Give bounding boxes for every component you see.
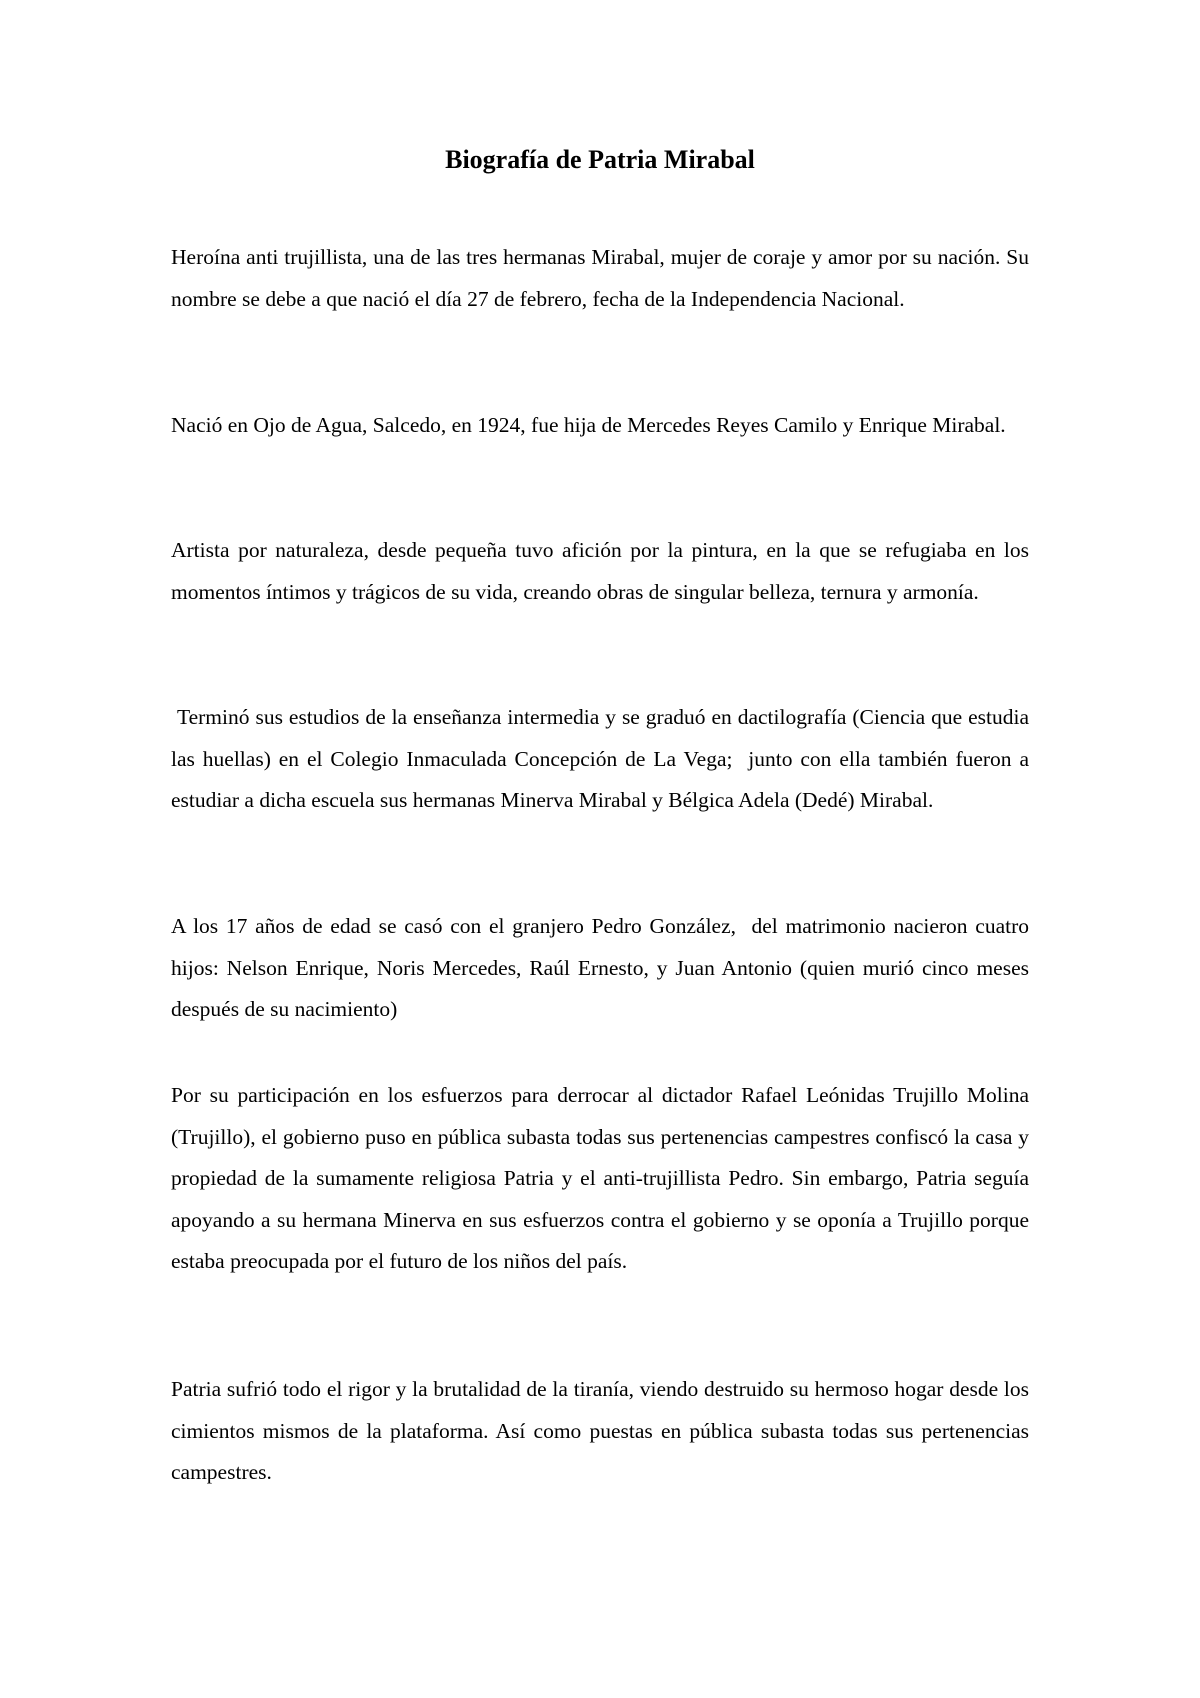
paragraph-intro: Heroína anti trujillista, una de las tres hermanas Mirabal, mujer de coraje y amor por su nación. Su nombre se debe a que nació el día 27 de febrero, fecha de la Independencia Nacional. [171,245,1029,311]
document-title: Biografía de Patria Mirabal [445,145,755,174]
paragraph-birth: Nació en Ojo de Agua, Salcedo, en 1924, fue hija de Mercedes Reyes Camilo y Enrique Mirabal. [171,413,1006,437]
paragraph-education: Terminó sus estudios de la enseñanza intermedia y se graduó en dactilografía (Ciencia que estudia las huellas) en el Colegio Inmaculada Concepción de La Vega; junto con ella también fueron a estudiar a dicha escuela sus hermanas Minerva Mirabal y Bélgica Adela (Dedé) Mirabal. [171,705,1035,812]
paragraph-artist: Artista por naturaleza, desde pequeña tuvo afición por la pintura, en la que se refugiaba en los momentos íntimos y trágicos de su vida, creando obras de singular belleza, ternura y armonía. [171,538,1029,604]
paragraph-tyranny: Patria sufrió todo el rigor y la brutalidad de la tiranía, viendo destruido su hermoso hogar desde los cimientos mismos de la plataforma. Así como puestas en pública subasta todas sus pertenencias campestres. [171,1377,1029,1484]
paragraph-marriage: A los 17 años de edad se casó con el granjero Pedro González, del matrimonio nacieron cuatro hijos: Nelson Enrique, Noris Mercedes, Raúl Ernesto, y Juan Antonio (quien murió cinco meses después de su nacimiento) [171,914,1035,1021]
paragraph-opposition: Por su participación en los esfuerzos para derrocar al dictador Rafael Leónidas Trujillo Molina (Trujillo), el gobierno puso en pública subasta todas sus pertenencias campestres confiscó la casa y propiedad de la sumamente religiosa Patria y el anti-trujillista Pedro. Sin embargo, Patria seguía apoyando a su hermana Minerva en sus esfuerzos contra el gobierno y se oponía a Trujillo porque estaba preocupada por el futuro de los niños del país. [171,1083,1029,1273]
